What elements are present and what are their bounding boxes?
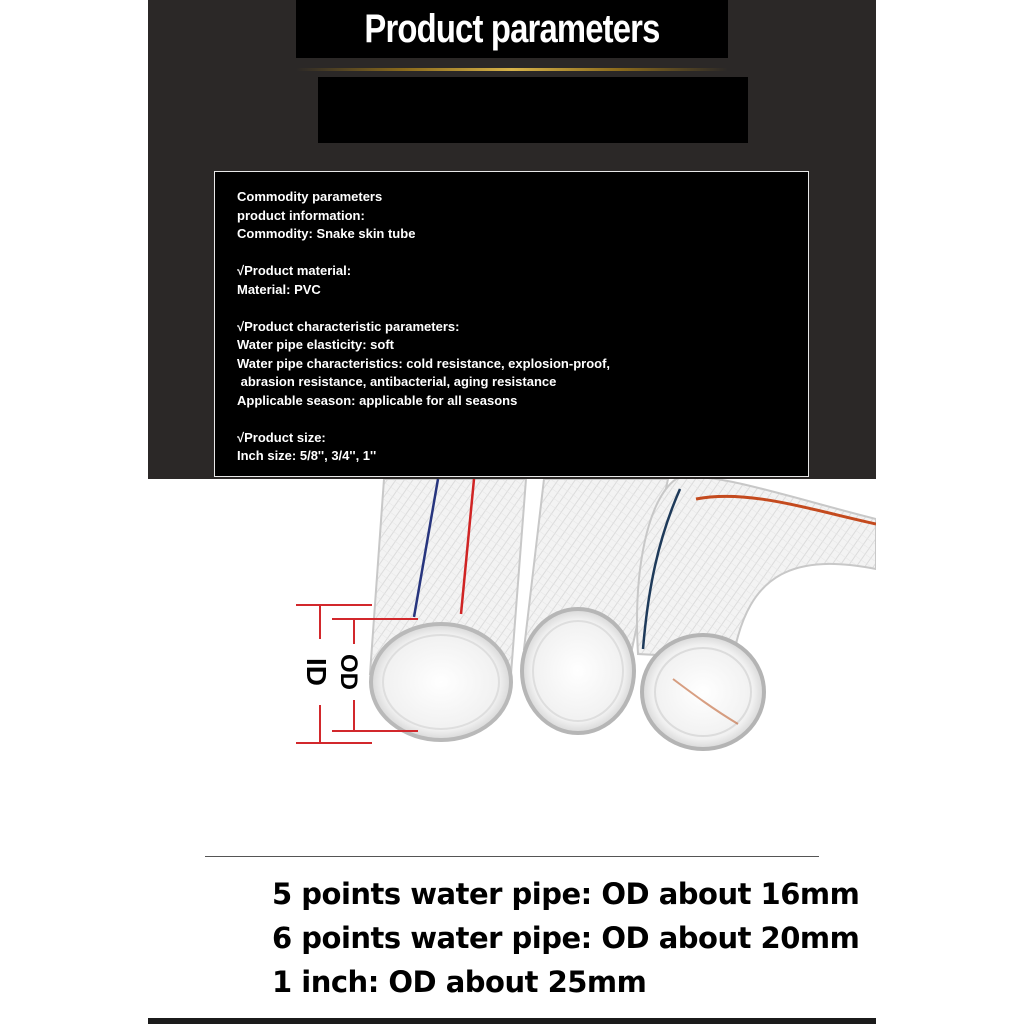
parameters-text <box>237 188 610 466</box>
info-line: Commodity parameters <box>237 189 383 204</box>
size-list <box>272 872 859 1004</box>
parameters-box <box>214 171 809 477</box>
gold-divider <box>296 68 728 71</box>
info-line: Water pipe elasticity: soft <box>237 337 394 352</box>
info-line: √Product material: <box>237 263 352 278</box>
info-line <box>237 244 610 263</box>
info-line: abrasion resistance, antibacterial, aging resistance <box>237 374 557 389</box>
info-line: √Product size: <box>237 429 326 445</box>
hose-photo <box>148 479 876 819</box>
decorative-black-band <box>318 77 748 143</box>
info-line: Applicable season: applicable for all seasons <box>237 392 518 408</box>
info-line <box>237 410 610 429</box>
id-label: ID <box>301 658 332 686</box>
title-banner <box>296 0 728 58</box>
size-line: 1 inch: OD about 25mm <box>272 965 647 999</box>
section-divider <box>205 856 819 857</box>
bottom-edge-strip <box>148 1018 876 1024</box>
info-line: product information: <box>237 207 365 223</box>
info-line: Commodity: Snake skin tube <box>237 226 416 241</box>
hose-large <box>370 479 526 740</box>
page-title: Product parameters <box>364 6 660 51</box>
info-line: Inch size: 5/8'', 3/4'', 1'' <box>237 448 377 463</box>
info-line: √Product characteristic parameters: <box>237 318 460 334</box>
info-line: Material: PVC <box>237 281 321 297</box>
hose-curved <box>637 479 876 749</box>
od-label: OD <box>335 654 362 690</box>
info-line: Water pipe characteristics: cold resistance, explosion-proof, <box>237 355 611 371</box>
info-line <box>237 299 610 318</box>
size-line: 6 points water pipe: OD about 20mm <box>272 921 860 955</box>
size-line: 5 points water pipe: OD about 16mm <box>272 877 860 911</box>
